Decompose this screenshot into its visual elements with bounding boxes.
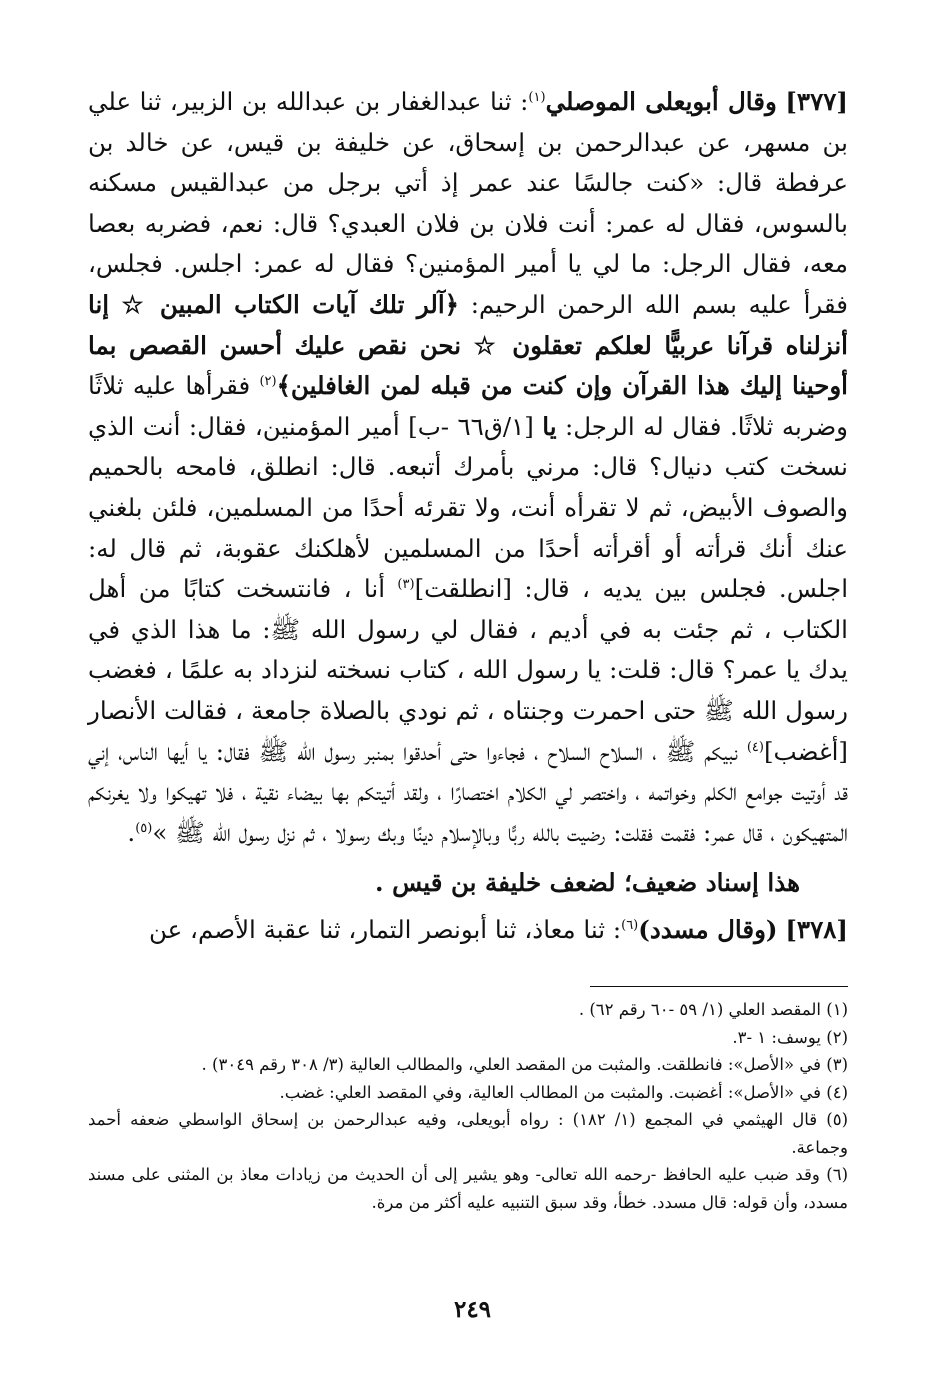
footnote-ref-4: (٤): [746, 739, 764, 755]
quran-quote: ﴿آلر تلك آيات الكتاب المبين ☆ إنا أنزلناه قرآنا عربيًّا لعلكم تعقلون ☆ نحن نقص عليك أحسن القصص بما أوحينا إليك هذا القرآن وإن كنت من قبله لمن الغافلين﴾: [88, 289, 848, 401]
text-segment: يا: [542, 411, 557, 441]
hadith-378: [88, 910, 848, 951]
hadith-source: (وقال مسدد): [638, 914, 778, 944]
footnote-ref-1: (١): [528, 89, 546, 105]
text-segment: .: [127, 817, 136, 847]
text-segment: فقرأها عليه ثلاثًا وضربه ثلاثًا. فقال له الرجل:: [88, 371, 848, 441]
footnote-3: (٣) في «الأصل»: فانطلقت. والمثبت من المقصد العلي، والمطالب العالية (٣/ ٣٠٨ رقم ٣٠٤٩) .: [201, 1055, 848, 1074]
hadith-number: [٣٧٧]: [785, 87, 848, 116]
text-segment: : ثنا عبدالغفار بن عبدالله بن الزبير، ثنا علي بن مسهر، عن عبدالرحمن بن إسحاق، عن خليفة بن قيس، عن خالد بن عرفطة قال: «كنت جالسًا عند عمر إذ أتي برجل من عبدالقيس مسكنه بالسوس، فقال له عمر: أنت فلان بن فلان العبدي؟ قال: نعم، فضربه بعصا معه، فقال الرجل: ما لي يا أمير المؤمنين؟ فقال له عمر: اجلس. فجلس، فقرأ عليه بسم الله الرحمن الرحيم:: [88, 87, 849, 319]
text-segment: نبيكم ﷺ ، السلاح السلاح ، فجاءوا حتى أحدقوا بمنبر رسول الله ﷺ فقال: يا أيها الناس، إني قد أوتيت جوامع الكلم وخواتمه ، واختصر لي الكلام اختصارًا ، ولقد أتيتكم بها بيضاء نقية ، فلا تهيكوا ولا يغرنكم المتهيكون ، قال عمر: فقمت فقلت: رضيت بالله ربًّا وبالإسلام دينًا وبك رسولا ، ثم نزل رسول الله ﷺ »: [88, 736, 848, 847]
hadith-source: وقال أبويعلى الموصلي: [545, 87, 777, 116]
footnote-ref-6: (٦): [621, 917, 639, 933]
footnote-6: (٦) وقد ضبب عليه الحافظ -رحمه الله تعالى- وهو يشير إلى أن الحديث من زيادات معاذ بن المثنى على مسند مسدد، وأن قوله: قال مسدد. خطأ، وقد سبق التنبيه عليه أكثر من مرة.: [88, 1165, 848, 1212]
text-segment: أمير المؤمنين، فقال: أنت الذي نسخت كتب دنيال؟ قال: مرني بأمرك أتبعه. قال: انطلق، فامحه بالحميم والصوف الأبيض، ثم لا تقرأه أنت، ولا تقرئه أحدًا من المسلمين، فلئن بلغني عنك أنك قرأته أو أقرأته أحدًا من المسلمين لأهلكنك عقوبة، ثم قال له: اجلس. فجلس بين يديه ، قال: [انطلقت]: [88, 411, 848, 604]
text-segment: أنا ، فانتسخت كتابًا من أهل الكتاب ، ثم جئت به في أديم ، فقال لي رسول الله ﷺ: ما هذا الذي في يدك يا عمر؟ قال: قلت: يا رسول الله ، كتاب نسخته لنزداد به علمًا ، فغضب رسول الله ﷺ حتى احمرت وجنتاه ، ثم نودي بالصلاة جامعة ، فقالت الأنصار [أغضب]: [88, 574, 848, 766]
footnote-5: (٥) قال الهيثمي في المجمع (١/ ١٨٢) : رواه أبويعلى، وفيه عبدالرحمن بن إسحاق الواسطي ضعفه أحمد وجماعة.: [88, 1110, 849, 1157]
footnotes: [88, 996, 848, 1216]
main-text: [88, 82, 848, 950]
isnad-ruling: هذا إسناد ضعيف؛ لضعف خليفة بن قيس .: [375, 868, 800, 898]
page-number: ٢٤٩: [453, 1296, 492, 1323]
footnote-2: (٢) يوسف: ١ -٣.: [732, 1027, 848, 1047]
text-segment: : ثنا معاذ، ثنا أبونصر التمار، ثنا عقبة الأصم، عن: [149, 914, 622, 944]
footnote-ref-5: (٥): [135, 820, 153, 836]
hadith-377: [88, 82, 848, 853]
footnote-4: (٤) في «الأصل»: أغضبت. والمثبت من المطالب العالية، وفي المقصد العلي: غضب.: [279, 1082, 848, 1102]
footnote-ref-2: (٢): [259, 374, 277, 389]
manuscript-marker: [١/ق٦٦ -ب]: [399, 411, 543, 441]
footnote-ref-3: (٣): [397, 576, 415, 592]
footnote-1: (١) المقصد العلي (١/ ٥٩ -٦٠ رقم ٦٢) .: [578, 1000, 848, 1019]
hadith-number: [٣٧٨]: [785, 914, 848, 944]
footnote-separator: [590, 986, 848, 987]
